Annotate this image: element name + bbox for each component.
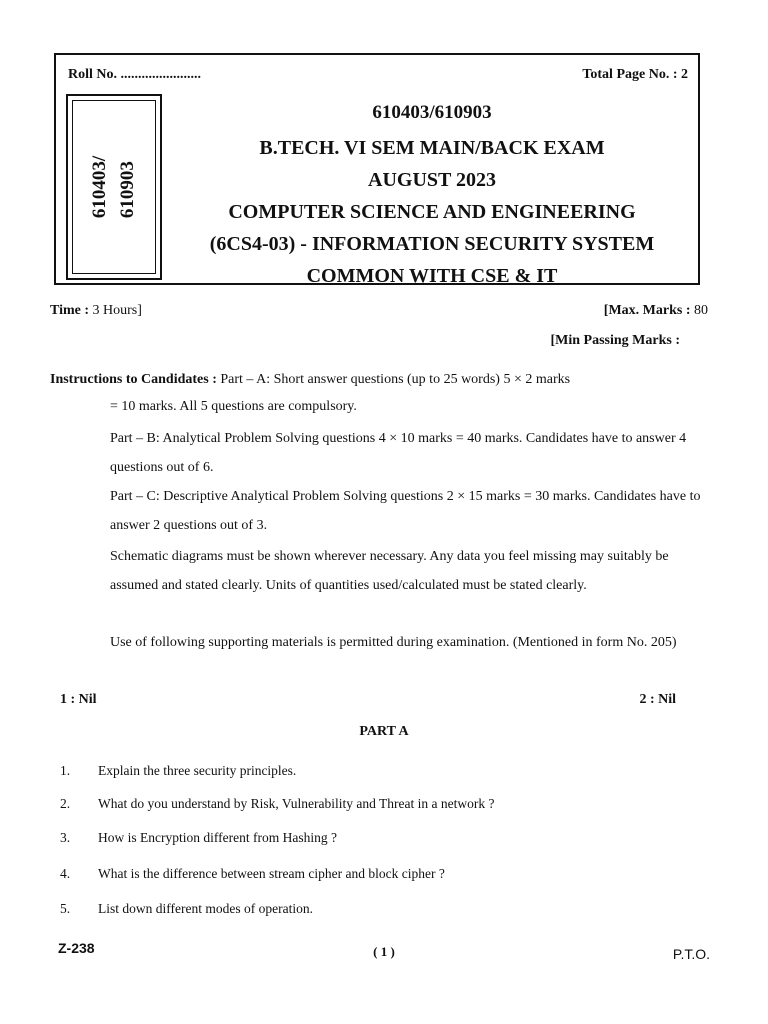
- time-allowed: [50, 303, 142, 319]
- question-item: [60, 796, 710, 812]
- schematic-instruction: Schematic diagrams must be shown wherever necessary. Any data you feel missing may suitably be assumed and stated clearly. Units of quantities used/calculated must be stated clearly.: [110, 549, 669, 593]
- part-a-instruction-cont: = 10 marks. All 5 questions are compulsory.: [110, 399, 357, 414]
- materials-instruction: Use of following supporting materials is permitted during examination. (Mentioned in form No. 205): [110, 635, 677, 650]
- time-label: Time :: [50, 303, 90, 318]
- question-item: [60, 830, 710, 846]
- subject: (6CS4-03) - INFORMATION SECURITY SYSTEM: [209, 233, 655, 255]
- question-number: 4.: [60, 866, 71, 881]
- question-number: 5.: [60, 901, 71, 916]
- exam-name: B.TECH. VI SEM MAIN/BACK EXAM: [259, 137, 605, 159]
- part-a-title: PART A: [359, 724, 409, 739]
- page-number: ( 1 ): [373, 944, 395, 959]
- question-text: Explain the three security principles.: [98, 763, 297, 778]
- paper-code-line-2: 610903: [117, 161, 138, 219]
- part-a-instruction: Part – A: Short answer questions (up to 25 words) 5 × 2 marks: [220, 372, 571, 387]
- question-number: 1.: [60, 763, 71, 778]
- max-marks-value: 80: [694, 303, 708, 318]
- paper-footer-code: Z-238: [58, 940, 95, 956]
- part-c-instruction: Part – C: Descriptive Analytical Problem Solving questions 2 × 15 marks = 30 marks. Candidates have to answer 2 questions out of 3.: [110, 489, 701, 533]
- header-box: [54, 53, 700, 285]
- please-turn-over: P.T.O.: [672, 946, 710, 962]
- question-item: [60, 901, 710, 917]
- roll-number-field: Roll No. .......................: [68, 67, 201, 82]
- paper-code-box: [66, 94, 162, 280]
- part-b-instruction: Part – B: Analytical Problem Solving questions 4 × 10 marks = 40 marks. Candidates have to answer 4 questions out of 6.: [110, 431, 687, 475]
- common-with: COMMON WITH CSE & IT: [306, 265, 558, 287]
- total-pages: Total Page No. : 2: [582, 67, 688, 82]
- exam-date: AUGUST 2023: [368, 169, 496, 191]
- question-text: List down different modes of operation.: [98, 901, 313, 916]
- instructions-label: Instructions to Candidates :: [50, 372, 217, 387]
- paper-code-line-1: 610403/: [89, 155, 110, 219]
- max-marks: [604, 303, 708, 319]
- exam-title-block: [166, 97, 698, 292]
- time-value: 3 Hours]: [92, 303, 142, 318]
- material-1: 1 : Nil: [60, 692, 97, 707]
- paper-code-vertical: [86, 156, 142, 218]
- max-marks-label: [Max. Marks :: [603, 303, 691, 318]
- question-item: [60, 763, 710, 779]
- question-text: What do you understand by Risk, Vulnerability and Threat in a network ?: [98, 796, 495, 811]
- question-number: 3.: [60, 830, 71, 845]
- exam-code-title: 610403/610903: [372, 102, 492, 123]
- instructions-part-a: [50, 366, 715, 420]
- question-text: What is the difference between stream cipher and block cipher ?: [98, 866, 445, 881]
- question-text: How is Encryption different from Hashing ?: [98, 830, 337, 845]
- question-number: 2.: [60, 796, 71, 811]
- min-passing-marks: [Min Passing Marks :: [550, 333, 680, 348]
- question-item: [60, 866, 710, 882]
- material-2: 2 : Nil: [639, 692, 676, 707]
- department: COMPUTER SCIENCE AND ENGINEERING: [228, 201, 636, 223]
